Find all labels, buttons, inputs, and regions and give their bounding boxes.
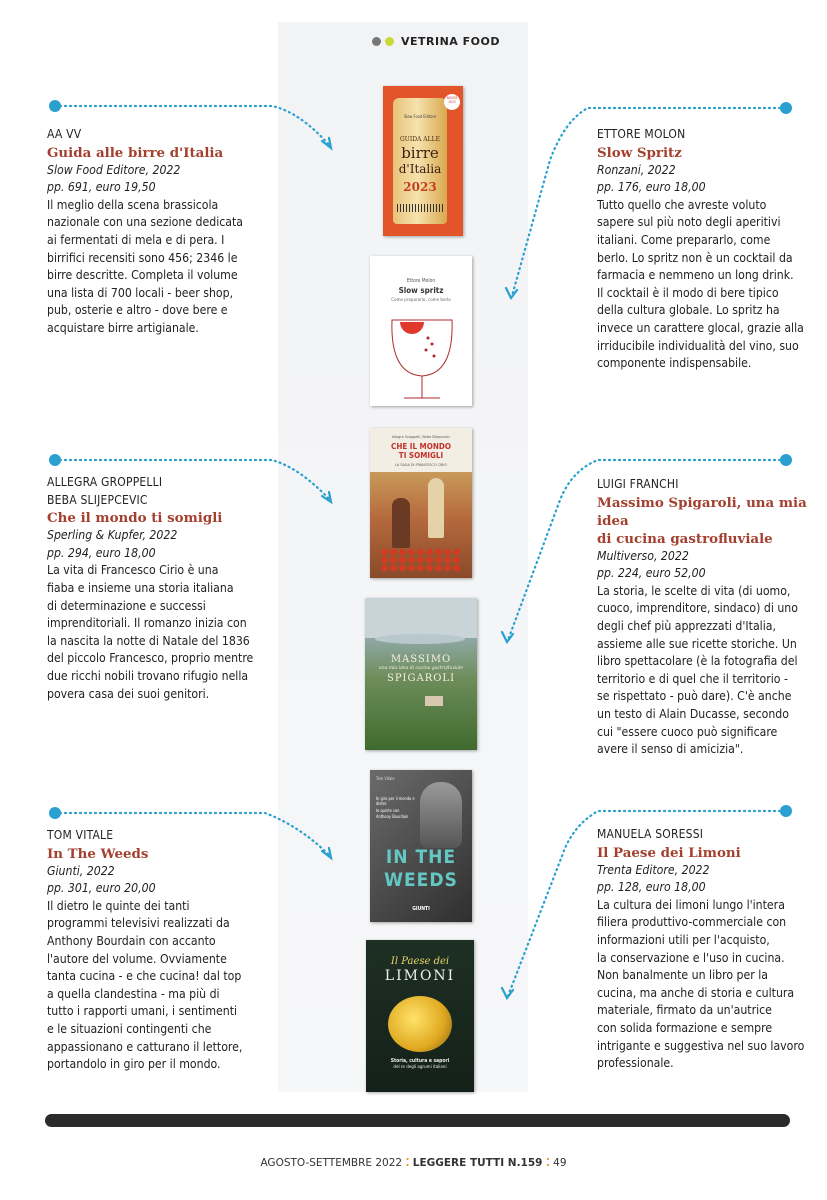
cover-title-line-2: LIMONI	[384, 968, 456, 984]
entry-title: Che il mondo ti somigli	[47, 510, 223, 527]
cover-paese-dei-limoni	[366, 940, 474, 1092]
cover-guida-birre	[383, 86, 463, 236]
entry-description: Tutto quello che avreste voluto sapere sul più noto degli aperitivi italiani. Come prepararlo, come berlo. Lo spritz non è un cocktail da farmacia e nemmeno un long drink. Il cocktail è il modo di bere tipico della cultura globale. Lo spritz ha invece un carattere glocal, grazie alla irriducibile individualità del vino, suo componente indispensabile.	[597, 197, 804, 371]
review-entry-weeds	[47, 827, 287, 1074]
entry-publisher: Giunti, 2022	[47, 863, 115, 878]
footer-issue-date: AGOSTO-SETTEMBRE 2022	[260, 1157, 403, 1169]
entry-publisher: Slow Food Editore, 2022	[47, 162, 181, 177]
arrow-head-6	[502, 988, 513, 998]
entry-description: La storia, le scelte di vita (di uomo, cuoco, imprenditore, sindaco) di uno degli chef più apprezzati d'Italia, assieme alle sue ricette storiche. Un libro spettacolare (è la fotografia del territorio e di quel che il territorio - se rispettato - può dare). C'è anche un testo di Alain Ducasse, secondo cui "essere cuoco può significare avere il senso di amicizia".	[597, 583, 798, 757]
spritz-glass-illustration	[370, 256, 472, 406]
review-entry-spritz	[597, 126, 822, 373]
cover-title-line-2: TI SOMIGLI	[398, 451, 444, 460]
entry-title: Il Paese dei Limoni	[597, 844, 741, 861]
entry-description: La cultura dei limoni lungo l'intera filiera produttivo-commerciale con informazioni utili per l'acquisto, la conservazione e l'uso in cucina. Non banalmente un libro per la cucina, ma anche di storia e cultura materiale, firmato da un'autrice con solida formazione e sempre intrigante e suggestiva nel suo lavoro professionale.	[597, 897, 805, 1071]
entry-title: Slow Spritz	[597, 144, 682, 161]
cover-title-line-2: WEEDS	[384, 869, 458, 891]
cover-subtitle: una mia idea di cucina gastrofluviale	[378, 666, 464, 671]
cover-author: Ettore Molon	[406, 278, 436, 284]
painting-tomatoes	[380, 548, 460, 572]
review-entry-birre	[47, 126, 287, 338]
review-entry-mondo	[47, 474, 287, 703]
section-title: VETRINA FOOD	[401, 34, 500, 48]
page-footer	[0, 1157, 827, 1169]
entry-price: pp. 176, euro 18,00	[597, 180, 706, 195]
farmhouse-shape	[425, 696, 443, 706]
entry-publisher: Ronzani, 2022	[597, 162, 676, 177]
cover-authors: Allegra Groppelli, Beba Slijepcevic	[391, 434, 451, 439]
portrait-shape	[420, 782, 462, 848]
cover-title: Slow spritz	[398, 286, 444, 295]
arrow-head-2	[506, 288, 517, 298]
entry-description: Il meglio della scena brassicola nazionale con una sezione dedicata ai fermentati di mela e di pera. I birrifici recensiti sono 456; 2346 le birre descritte. Completa il volume una lista di 700 locali - beer shop, pub, osterie e altro - dove bere e acquistare birre artigianale.	[47, 197, 244, 335]
cover-subtitle-line-2: del re degli agrumi italiani	[393, 1065, 447, 1070]
entry-publisher: Trenta Editore, 2022	[597, 862, 710, 877]
cover-sticker: NOVITÀ 2023	[444, 94, 460, 110]
entry-title: Guida alle birre d'Italia	[47, 144, 224, 161]
entry-title: Massimo Spigaroli, una mia idea	[597, 494, 807, 529]
cover-title-ditalia: d'Italia	[398, 162, 442, 176]
cover-barcode-strip	[397, 204, 443, 212]
cover-title-line-1: IN THE	[385, 846, 457, 868]
cover-publisher: GIUNTI	[412, 906, 430, 912]
cover-slow-spritz	[370, 256, 472, 406]
cover-publisher-label: Slow Food Editore	[403, 114, 437, 119]
cover-title-line-1: MASSIMO	[390, 654, 452, 665]
cover-title-guida: GUIDA ALLE	[400, 136, 440, 143]
connector-dot-4	[780, 454, 792, 466]
footer-magazine-title: LEGGERE TUTTI N.159	[412, 1157, 543, 1169]
footer-separator-icon: ⁚	[405, 1157, 410, 1169]
page-number: 49	[553, 1157, 567, 1169]
connector-dot-5	[49, 807, 61, 819]
cover-tagline-line-3: Anthony Bourdain	[376, 814, 409, 819]
cover-tagline-line-2: le quinte con	[376, 808, 400, 813]
cover-title-line-1: CHE IL MONDO	[391, 442, 451, 451]
cover-author: Tom Vitale	[376, 776, 395, 781]
cover-title-birre: birre	[401, 144, 439, 162]
entry-author: ALLEGRA GROPPELLI	[47, 475, 163, 489]
entry-title: di cucina gastrofluviale	[597, 530, 773, 547]
connector-dot-1	[49, 100, 61, 112]
entry-author: TOM VITALE	[47, 828, 114, 842]
entry-price: pp. 224, euro 52,00	[597, 566, 706, 581]
entry-author: BEBA SLIJEPCEVIC	[47, 492, 148, 507]
entry-title: In The Weeds	[47, 845, 149, 862]
painting-figure	[392, 498, 410, 548]
cover-title-line-2: SPIGAROLI	[386, 673, 456, 684]
connector-dot-2	[780, 102, 792, 114]
cover-in-the-weeds	[370, 770, 472, 922]
entry-price: pp. 691, euro 19,50	[47, 180, 156, 195]
entry-price: pp. 301, euro 20,00	[47, 881, 156, 896]
entry-description: La vita di Francesco Cirio è una fiaba e insieme una storia italiana di determinazione e successi imprenditoriali. Il romanzo inizia con la nascita la notte di Natale del 1836 del piccolo Francesco, proprio mentre due ricchi nobili trovano rifugio nella povera casa dei suoi genitori.	[47, 563, 254, 701]
entry-author: ETTORE MOLON	[597, 127, 686, 141]
review-entry-limoni	[597, 826, 822, 1073]
connector-dot-3	[49, 454, 61, 466]
entry-publisher: Multiverso, 2022	[597, 548, 689, 563]
connector-dot-6	[780, 805, 792, 817]
river-shape	[375, 634, 465, 644]
entry-price: pp. 294, euro 18,00	[47, 545, 156, 560]
painting-figure	[428, 478, 444, 538]
lemon-basket-illustration	[388, 996, 452, 1052]
cover-title-line-1: Il Paese dei	[390, 956, 450, 967]
cover-subtitle: LA SAGA DI FRANCESCO CIRIO	[394, 462, 448, 467]
cover-subtitle-line-1: Storia, cultura e sapori	[390, 1058, 450, 1064]
entry-publisher: Sperling & Kupfer, 2022	[47, 528, 178, 543]
entry-author: AA VV	[47, 127, 82, 141]
entry-author: LUIGI FRANCHI	[597, 477, 679, 491]
entry-price: pp. 128, euro 18,00	[597, 880, 706, 895]
cover-year: 2023	[403, 180, 437, 194]
footer-divider-bar	[45, 1114, 790, 1127]
entry-author: MANUELA SORESSI	[597, 827, 704, 841]
cover-tagline-line-1: In giro per il mondo e dietro	[376, 796, 415, 806]
cover-che-il-mondo	[370, 428, 472, 578]
footer-separator-icon: ⁚	[545, 1157, 550, 1169]
cover-subtitle: Come prepararlo, come berlo	[391, 298, 451, 303]
review-entry-spigaroli	[597, 476, 822, 759]
entry-description: Il dietro le quinte dei tanti programmi televisivi realizzati da Anthony Bourdain con accanto l'autore del volume. Ovviamente tanta cucina - e che cucina! dal top a quella clandestina - ma più di tutto i rapporti umani, i sentimenti e le situazioni contingenti che appassionano e catturano il lettore, portandolo in giro per il mondo.	[47, 898, 243, 1072]
cover-massimo-spigaroli	[365, 598, 477, 750]
